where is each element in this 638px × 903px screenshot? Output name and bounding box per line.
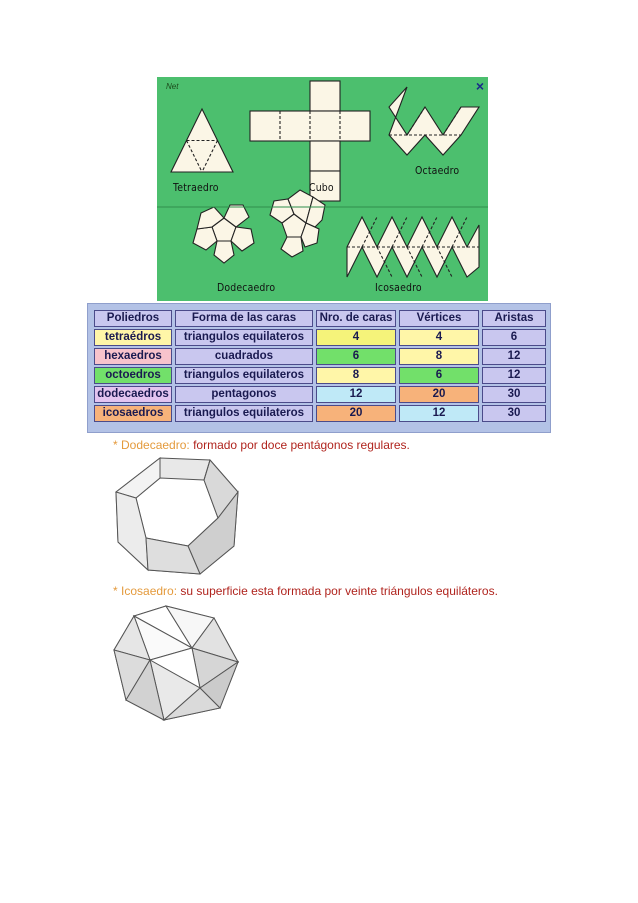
icosaedro-description (113, 584, 498, 598)
table-row (94, 329, 546, 346)
octahedron-net (389, 87, 479, 155)
dodecaedro-description (113, 438, 410, 452)
polyhedra-table (91, 308, 549, 424)
cell-forma: triangulos equilateros (175, 405, 313, 422)
cell-poliedro: tetraédros (94, 329, 172, 346)
cell-forma: triangulos equilateros (175, 329, 313, 346)
cell-poliedro: hexaedros (94, 348, 172, 365)
publisher-logo: Net (166, 82, 179, 91)
cell-vertices: 12 (399, 405, 479, 422)
cell-vertices: 4 (399, 329, 479, 346)
icosahedron-net (347, 217, 479, 277)
tetrahedron-net (171, 109, 233, 172)
header-caras: Nro. de caras (316, 310, 396, 327)
cell-poliedro: icosaedros (94, 405, 172, 422)
cell-vertices: 6 (399, 367, 479, 384)
header-forma: Forma de las caras (175, 310, 313, 327)
cell-aristas: 30 (482, 386, 546, 403)
cell-caras: 12 (316, 386, 396, 403)
label-octaedro: Octaedro (415, 164, 460, 177)
dodecahedron-illustration (112, 456, 248, 578)
cell-poliedro: dodecaedros (94, 386, 172, 403)
term-dodecaedro: Dodecaedro: (121, 438, 190, 452)
definition-dodecaedro: formado por doce pentágonos regulares. (193, 438, 410, 452)
cell-aristas: 30 (482, 405, 546, 422)
close-icon[interactable]: × (475, 78, 484, 94)
table-row (94, 348, 546, 365)
definition-icosaedro: su superficie esta formada por veinte triángulos equiláteros. (180, 584, 498, 598)
cell-aristas: 12 (482, 367, 546, 384)
label-icosaedro: Icosaedro (375, 281, 422, 294)
cell-caras: 4 (316, 329, 396, 346)
bullet: * (113, 438, 118, 452)
table-row (94, 367, 546, 384)
cell-vertices: 8 (399, 348, 479, 365)
label-dodecaedro: Dodecaedro (217, 281, 276, 294)
cell-vertices: 20 (399, 386, 479, 403)
cell-aristas: 12 (482, 348, 546, 365)
header-aristas: Aristas (482, 310, 546, 327)
cell-aristas: 6 (482, 329, 546, 346)
cell-forma: pentagonos (175, 386, 313, 403)
polyhedra-table-panel (87, 303, 551, 433)
header-vertices: Vértices (399, 310, 479, 327)
cell-poliedro: octoedros (94, 367, 172, 384)
table-row (94, 405, 546, 422)
table-row (94, 386, 546, 403)
cell-caras: 8 (316, 367, 396, 384)
cell-forma: triangulos equilateros (175, 367, 313, 384)
header-poliedros: Poliedros (94, 310, 172, 327)
label-cubo: Cubo (309, 181, 334, 194)
cell-forma: cuadrados (175, 348, 313, 365)
label-tetraedro: Tetraedro (173, 181, 219, 194)
dodecahedron-net (193, 190, 325, 263)
bullet: * (113, 584, 118, 598)
table-header-row (94, 310, 546, 327)
term-icosaedro: Icosaedro: (121, 584, 178, 598)
polyhedra-nets-image (157, 77, 488, 301)
cell-caras: 6 (316, 348, 396, 365)
icosahedron-illustration (110, 604, 244, 724)
cell-caras: 20 (316, 405, 396, 422)
